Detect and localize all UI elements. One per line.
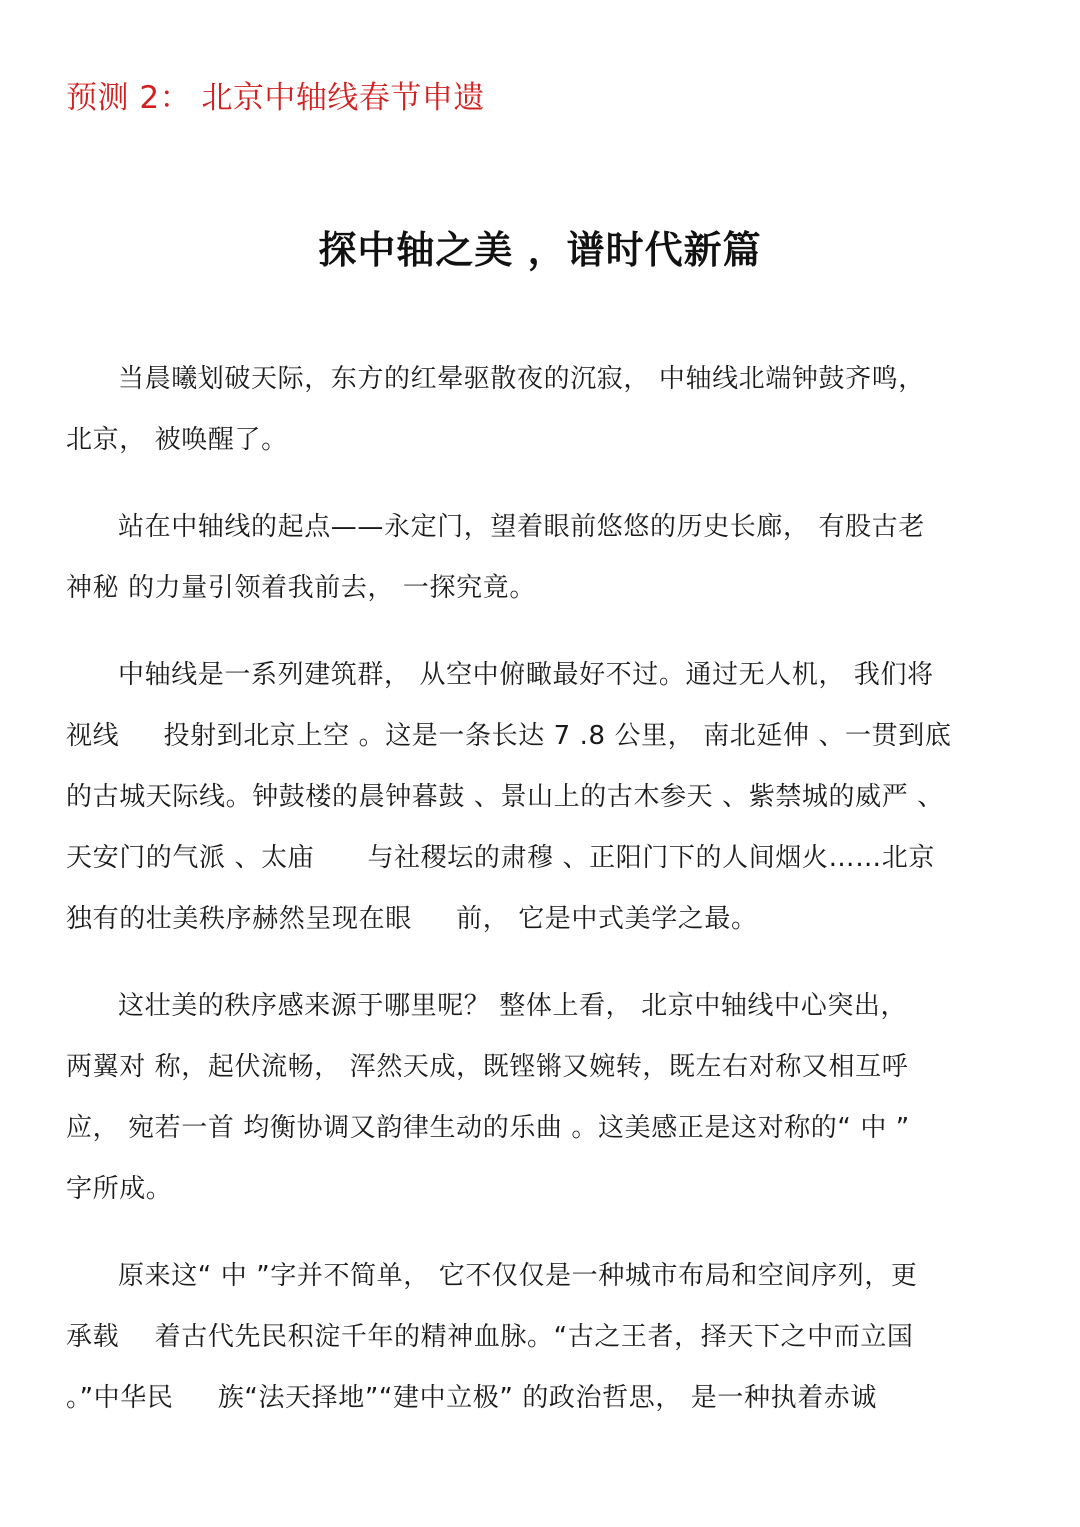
paragraph-3 <box>66 645 1016 950</box>
paragraph-line: 应， 宛若一首 均衡协调又韵律生动的乐曲 。这美感正是这对称的“ 中 ” <box>66 1113 910 1143</box>
paragraph-line: 的古城天际线。钟鼓楼的晨钟暮鼓 、景山上的古木参天 、紫禁城的威严 、 <box>66 782 944 812</box>
paragraph-2 <box>66 497 1016 619</box>
paragraph-line: 中轴线是一系列建筑群， 从空中俯瞰最好不过。通过无人机， 我们将 <box>118 660 934 690</box>
paragraph-line: 当晨曦划破天际，东方的红晕驱散夜的沉寂， 中轴线北端钟鼓齐鸣， <box>118 364 925 394</box>
paragraph-line: 视线 投射到北京上空 。这是一条长达 7 .8 公里， 南北延伸 、一贯到底 <box>66 721 952 751</box>
paragraph-line: 这壮美的秩序感来源于哪里呢？ 整体上看， 北京中轴线中心突出， <box>118 991 908 1021</box>
paragraph-4 <box>66 976 1016 1220</box>
paragraph-line: 独有的壮美秩序赫然呈现在眼 前， 它是中式美学之最。 <box>66 904 758 934</box>
paragraph-line: 北京， 被唤醒了。 <box>66 425 288 455</box>
paragraph-line: 两翼对 称，起伏流畅， 浑然天成，既铿锵又婉转，既左右对称又相互呼 <box>66 1052 909 1082</box>
paragraph-line: 站在中轴线的起点——永定门，望着眼前悠悠的历史长廊， 有股古老 <box>118 512 925 542</box>
paragraph-line: 神秘 的力量引领着我前去， 一探究竟。 <box>66 573 536 603</box>
paragraph-1 <box>66 349 1016 471</box>
paragraph-line: 原来这“ 中 ”字并不简单， 它不仅仅是一种城市布局和空间序列，更 <box>118 1261 918 1291</box>
paragraph-line: 。”中华民 族“法天择地”“建中立极” 的政治哲思， 是一种执着赤诚 <box>66 1383 878 1413</box>
paragraph-line: 天安门的气派 、太庙 与社稷坛的肃穆 、正阳门下的人间烟火……北京 <box>66 843 935 873</box>
paragraph-line: 字所成。 <box>66 1174 173 1204</box>
prediction-heading: 预测 2： 北京中轴线春节申遗 <box>66 80 485 116</box>
article-body <box>66 349 1016 1455</box>
paragraph-5 <box>66 1246 1016 1429</box>
paragraph-line: 承载 着古代先民积淀千年的精神血脉。“古之王者，择天下之中而立国 <box>66 1322 914 1352</box>
article-title: 探中轴之美 ，谱时代新篇 <box>318 228 762 272</box>
